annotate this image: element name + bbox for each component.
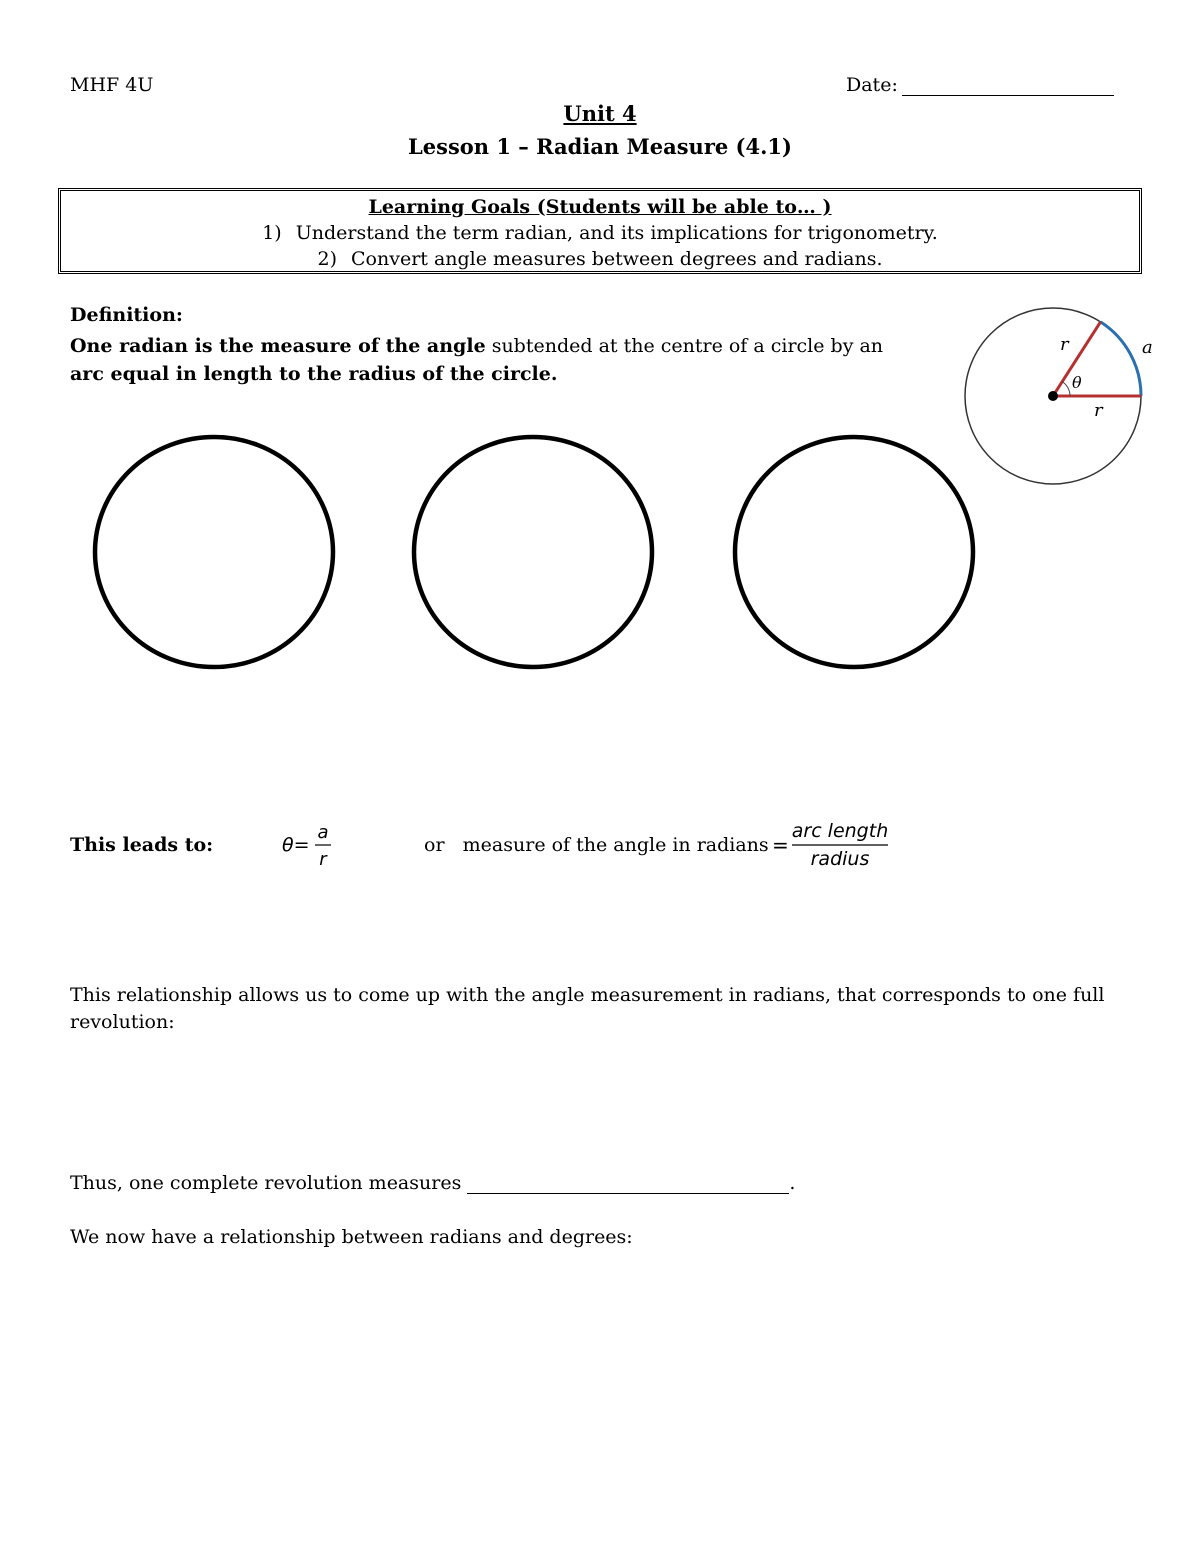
relationship-paragraph: This relationship allows us to come up with the angle measurement in radians, that corresponds to one full revolution: — [70, 984, 1105, 1033]
denominator-radius: radius — [810, 848, 870, 870]
or-statement — [424, 834, 769, 856]
definition-normal: subtended at the centre of a circle by an — [485, 335, 884, 357]
unit-title: Unit 4 — [563, 101, 637, 126]
definition-label: Definition: — [70, 304, 183, 326]
arc-a — [1101, 322, 1142, 396]
revolution-blank — [467, 1175, 789, 1194]
words-formula — [764, 818, 894, 874]
theta-equals: θ= — [282, 834, 310, 856]
formula-words: measure of the angle in radians — [462, 834, 769, 856]
learning-goals-title: Learning Goals (Students will be able to… ) — [368, 196, 832, 218]
angle-arc — [1062, 382, 1070, 397]
theta-formula — [282, 820, 352, 872]
numerator-arc-length: arc length — [791, 820, 889, 842]
course-code: MHF 4U — [70, 74, 154, 96]
goal-number: 1) — [262, 222, 282, 244]
radius-label-upper: r — [1060, 334, 1069, 355]
goal-text: Convert angle measures between degrees and radians. — [351, 248, 883, 270]
goal-item — [61, 222, 1139, 244]
centre-point — [1048, 391, 1058, 401]
practice-circle-3 — [735, 437, 973, 667]
practice-circles — [85, 428, 985, 678]
equals-sign: = — [772, 833, 789, 857]
date-field — [846, 74, 1114, 96]
radius-label-lower: r — [1094, 400, 1103, 421]
goal-item — [61, 248, 1139, 270]
date-blank — [902, 77, 1114, 96]
thus-text: Thus, one complete revolution measures — [70, 1172, 462, 1194]
or-label: or — [424, 834, 445, 856]
goal-text: Understand the term radian, and its implications for trigonometry. — [295, 222, 938, 244]
fraction-numerator-a: a — [317, 822, 329, 843]
leads-to-label: This leads to: — [70, 834, 214, 856]
angle-label: θ — [1072, 373, 1082, 392]
thus-period: . — [789, 1172, 796, 1194]
definition-text — [70, 332, 890, 388]
goal-number: 2) — [317, 248, 337, 270]
fraction-denominator-r: r — [319, 849, 327, 870]
date-label: Date: — [846, 74, 898, 96]
definition-bold-1: One radian is the measure of the angle — [70, 335, 486, 357]
thus-statement — [70, 1172, 795, 1194]
practice-circle-1 — [95, 437, 333, 667]
definition-bold-2: arc equal in length to the radius of the circle. — [70, 363, 558, 385]
practice-circle-2 — [414, 437, 652, 667]
radian-diagram — [960, 302, 1153, 492]
we-now-statement: We now have a relationship between radians and degrees: — [70, 1226, 633, 1248]
learning-goals-box — [58, 188, 1142, 274]
lesson-title: Lesson 1 – Radian Measure (4.1) — [408, 134, 792, 159]
arc-label: a — [1142, 337, 1153, 358]
